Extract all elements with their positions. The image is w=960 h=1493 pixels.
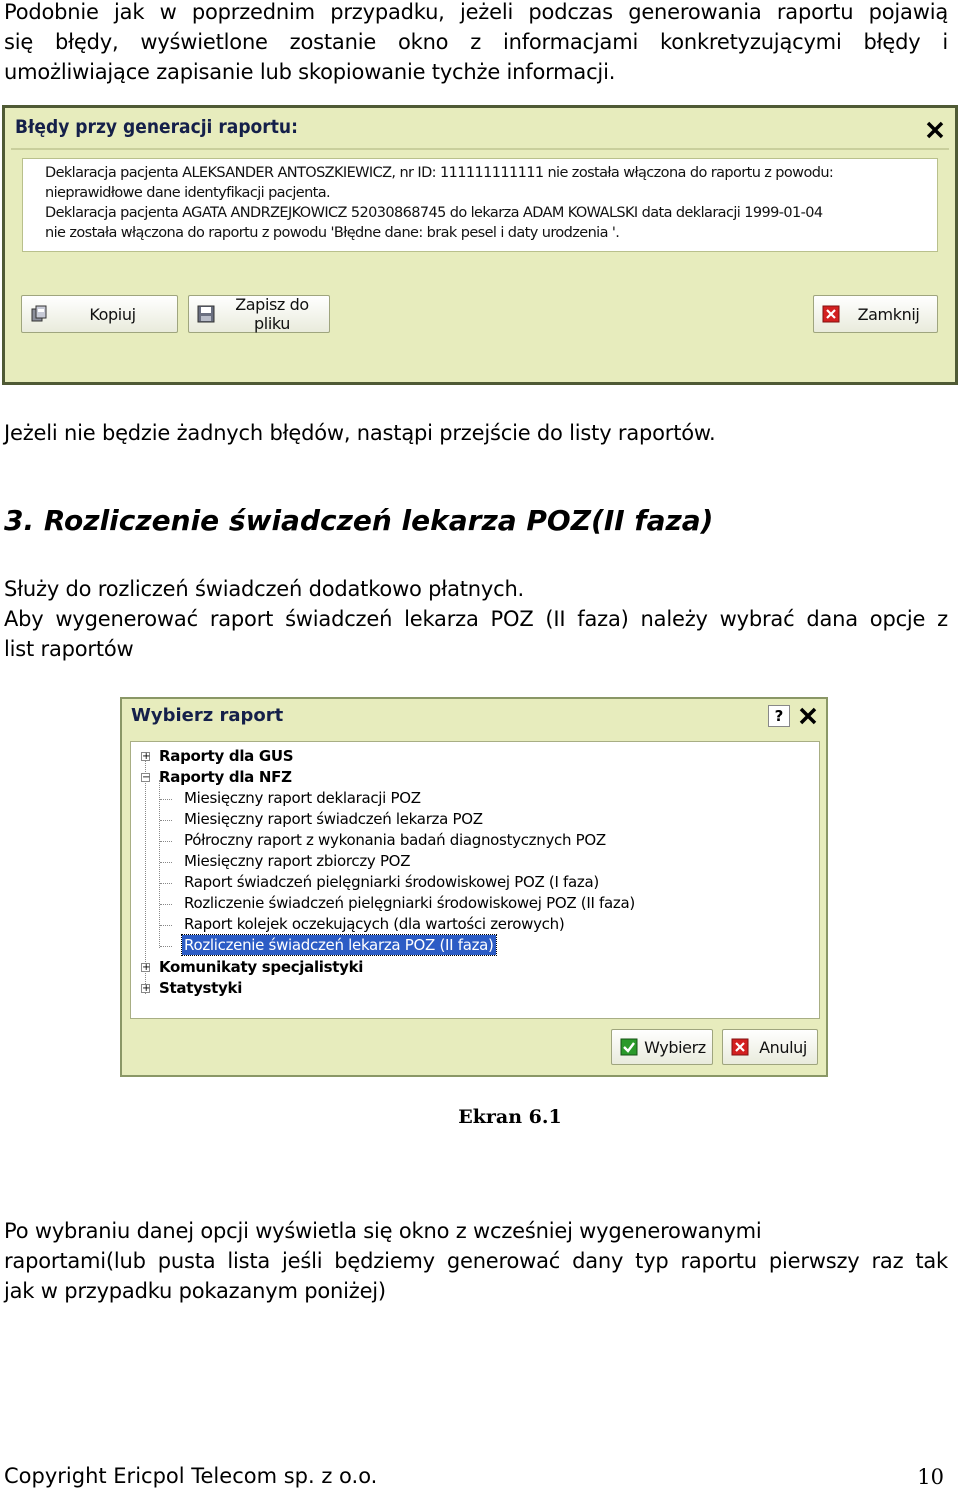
report-tree[interactable] [130,741,820,1019]
check-icon [620,1038,638,1056]
tree-connector [160,862,172,863]
select-report-dialog [120,697,828,1077]
intro-paragraph [4,0,948,87]
save-to-file-button[interactable] [188,295,330,333]
figure-caption: Ekran 6.1 [458,1106,562,1128]
tree-connector [160,841,172,842]
tree-item-report[interactable]: Miesięczny raport zbiorczy POZ [184,852,411,870]
section-line: Służy do rozliczeń świadczeń dodatkowo płatnych. [4,577,525,601]
section-paragraph [4,574,948,664]
title-separator [11,148,949,150]
error-line: Deklaracja pacjenta ALEKSANDER ANTOSZKIEWICZ, nr ID: 111111111111 nie została włączona do raportu z powodu: [45,165,834,181]
after-paragraph [4,1216,948,1306]
close-icon[interactable] [923,118,947,142]
tree-item-report[interactable]: Raport świadczeń pielęgniarki środowiskowej POZ (I faza) [184,873,599,891]
expand-plus-icon[interactable]: + [142,983,151,994]
select-dialog-title: Wybierz raport [131,705,284,726]
cancel-button-label: Anuluj [759,1037,807,1057]
intro-line: się błędy, wyświetlone zostanie okno z informacjami konkretyzującymi błędy i [4,30,948,54]
tree-item-komunikaty[interactable]: Komunikaty specjalistyki [159,958,364,976]
tree-connector [160,883,172,884]
no-errors-paragraph [4,418,948,448]
tree-item-report[interactable]: Półroczny raport z wykonania badań diagnostycznych POZ [184,831,606,849]
error-line: Deklaracja pacjenta AGATA ANDRZEJKOWICZ 52030868745 do lekarza ADAM KOWALSKI data deklaracji 1999-01-04 [45,205,823,221]
tree-connector [160,799,172,800]
error-line: nieprawidłowe dane identyfikacji pacjenta. [45,185,331,201]
after-line: raportami(lub pusta lista jeśli będziemy generować dany typ raportu pierwszy raz tak [4,1249,948,1273]
intro-line: Podobnie jak w poprzednim przypadku, jeżeli podczas generowania raportu pojawią [4,0,948,24]
collapse-minus-icon[interactable]: − [142,772,151,783]
copy-button[interactable] [21,295,178,333]
tree-connector [159,780,160,948]
tree-item-report[interactable]: Raport kolejek oczekujących (dla wartości zerowych) [184,915,565,933]
after-line: jak w przypadku pokazanym poniżej) [4,1279,386,1303]
intro-line: umożliwiające zapisanie lub skopiowanie tychże informacji. [4,60,616,84]
error-dialog-title: Błędy przy generacji raportu: [15,116,298,138]
floppy-disk-icon [197,305,215,323]
close-x-icon [822,305,840,323]
after-line: Po wybraniu danej opcji wyświetla się okno z wcześniej wygenerowanymi [4,1219,762,1243]
help-glyph: ? [774,707,784,725]
error-dialog [2,105,958,385]
close-button[interactable] [813,295,938,333]
tree-connector [145,758,146,994]
tree-item-gus[interactable]: Raporty dla GUS [159,747,294,765]
help-icon[interactable] [768,705,790,727]
tree-item-report[interactable]: Miesięczny raport deklaracji POZ [184,789,421,807]
error-line: nie została włączona do raportu z powodu 'Błędne dane: brak pesel i daty urodzenia '. [45,225,620,241]
tree-item-report[interactable]: Rozliczenie świadczeń pielęgniarki środowiskowej POZ (II faza) [184,894,635,912]
footer-copyright: Copyright Ericpol Telecom sp. z o.o. [4,1464,378,1488]
tree-item-selected[interactable]: Rozliczenie świadczeń lekarza POZ (II faza) [184,936,494,954]
close-icon[interactable] [796,704,820,728]
save-to-file-button-label: Zapisz do pliku [235,295,309,333]
tree-connector [160,820,172,821]
tree-item-statystyki[interactable]: Statystyki [159,979,243,997]
section-line: list raportów [4,637,134,661]
tree-item-report[interactable]: Miesięczny raport świadczeń lekarza POZ [184,810,483,828]
copy-button-label: Kopiuj [89,304,136,324]
no-errors-text: Jeżeli nie będzie żadnych błędów, nastąpi przejście do listy raportów. [4,421,716,445]
tree-connector [160,946,172,947]
error-text-box[interactable] [22,158,938,252]
tree-connector [160,904,172,905]
tree-item-nfz[interactable]: Raporty dla NFZ [159,768,292,786]
expand-plus-icon[interactable]: + [142,962,151,973]
tree-connector [160,925,172,926]
page-number: 10 [917,1465,944,1489]
close-button-label: Zamknij [857,304,920,324]
cancel-x-icon [731,1038,749,1056]
section-line: Aby wygenerować raport świadczeń lekarza POZ (II faza) należy wybrać dana opcje z [4,607,948,631]
select-button[interactable] [611,1029,713,1065]
cancel-button[interactable] [722,1029,818,1065]
select-button-label: Wybierz [644,1037,706,1057]
expand-plus-icon[interactable]: + [142,751,151,762]
section-heading: 3. Rozliczenie świadczeń lekarza POZ(II faza) [4,504,714,537]
copy-icon [30,305,48,323]
